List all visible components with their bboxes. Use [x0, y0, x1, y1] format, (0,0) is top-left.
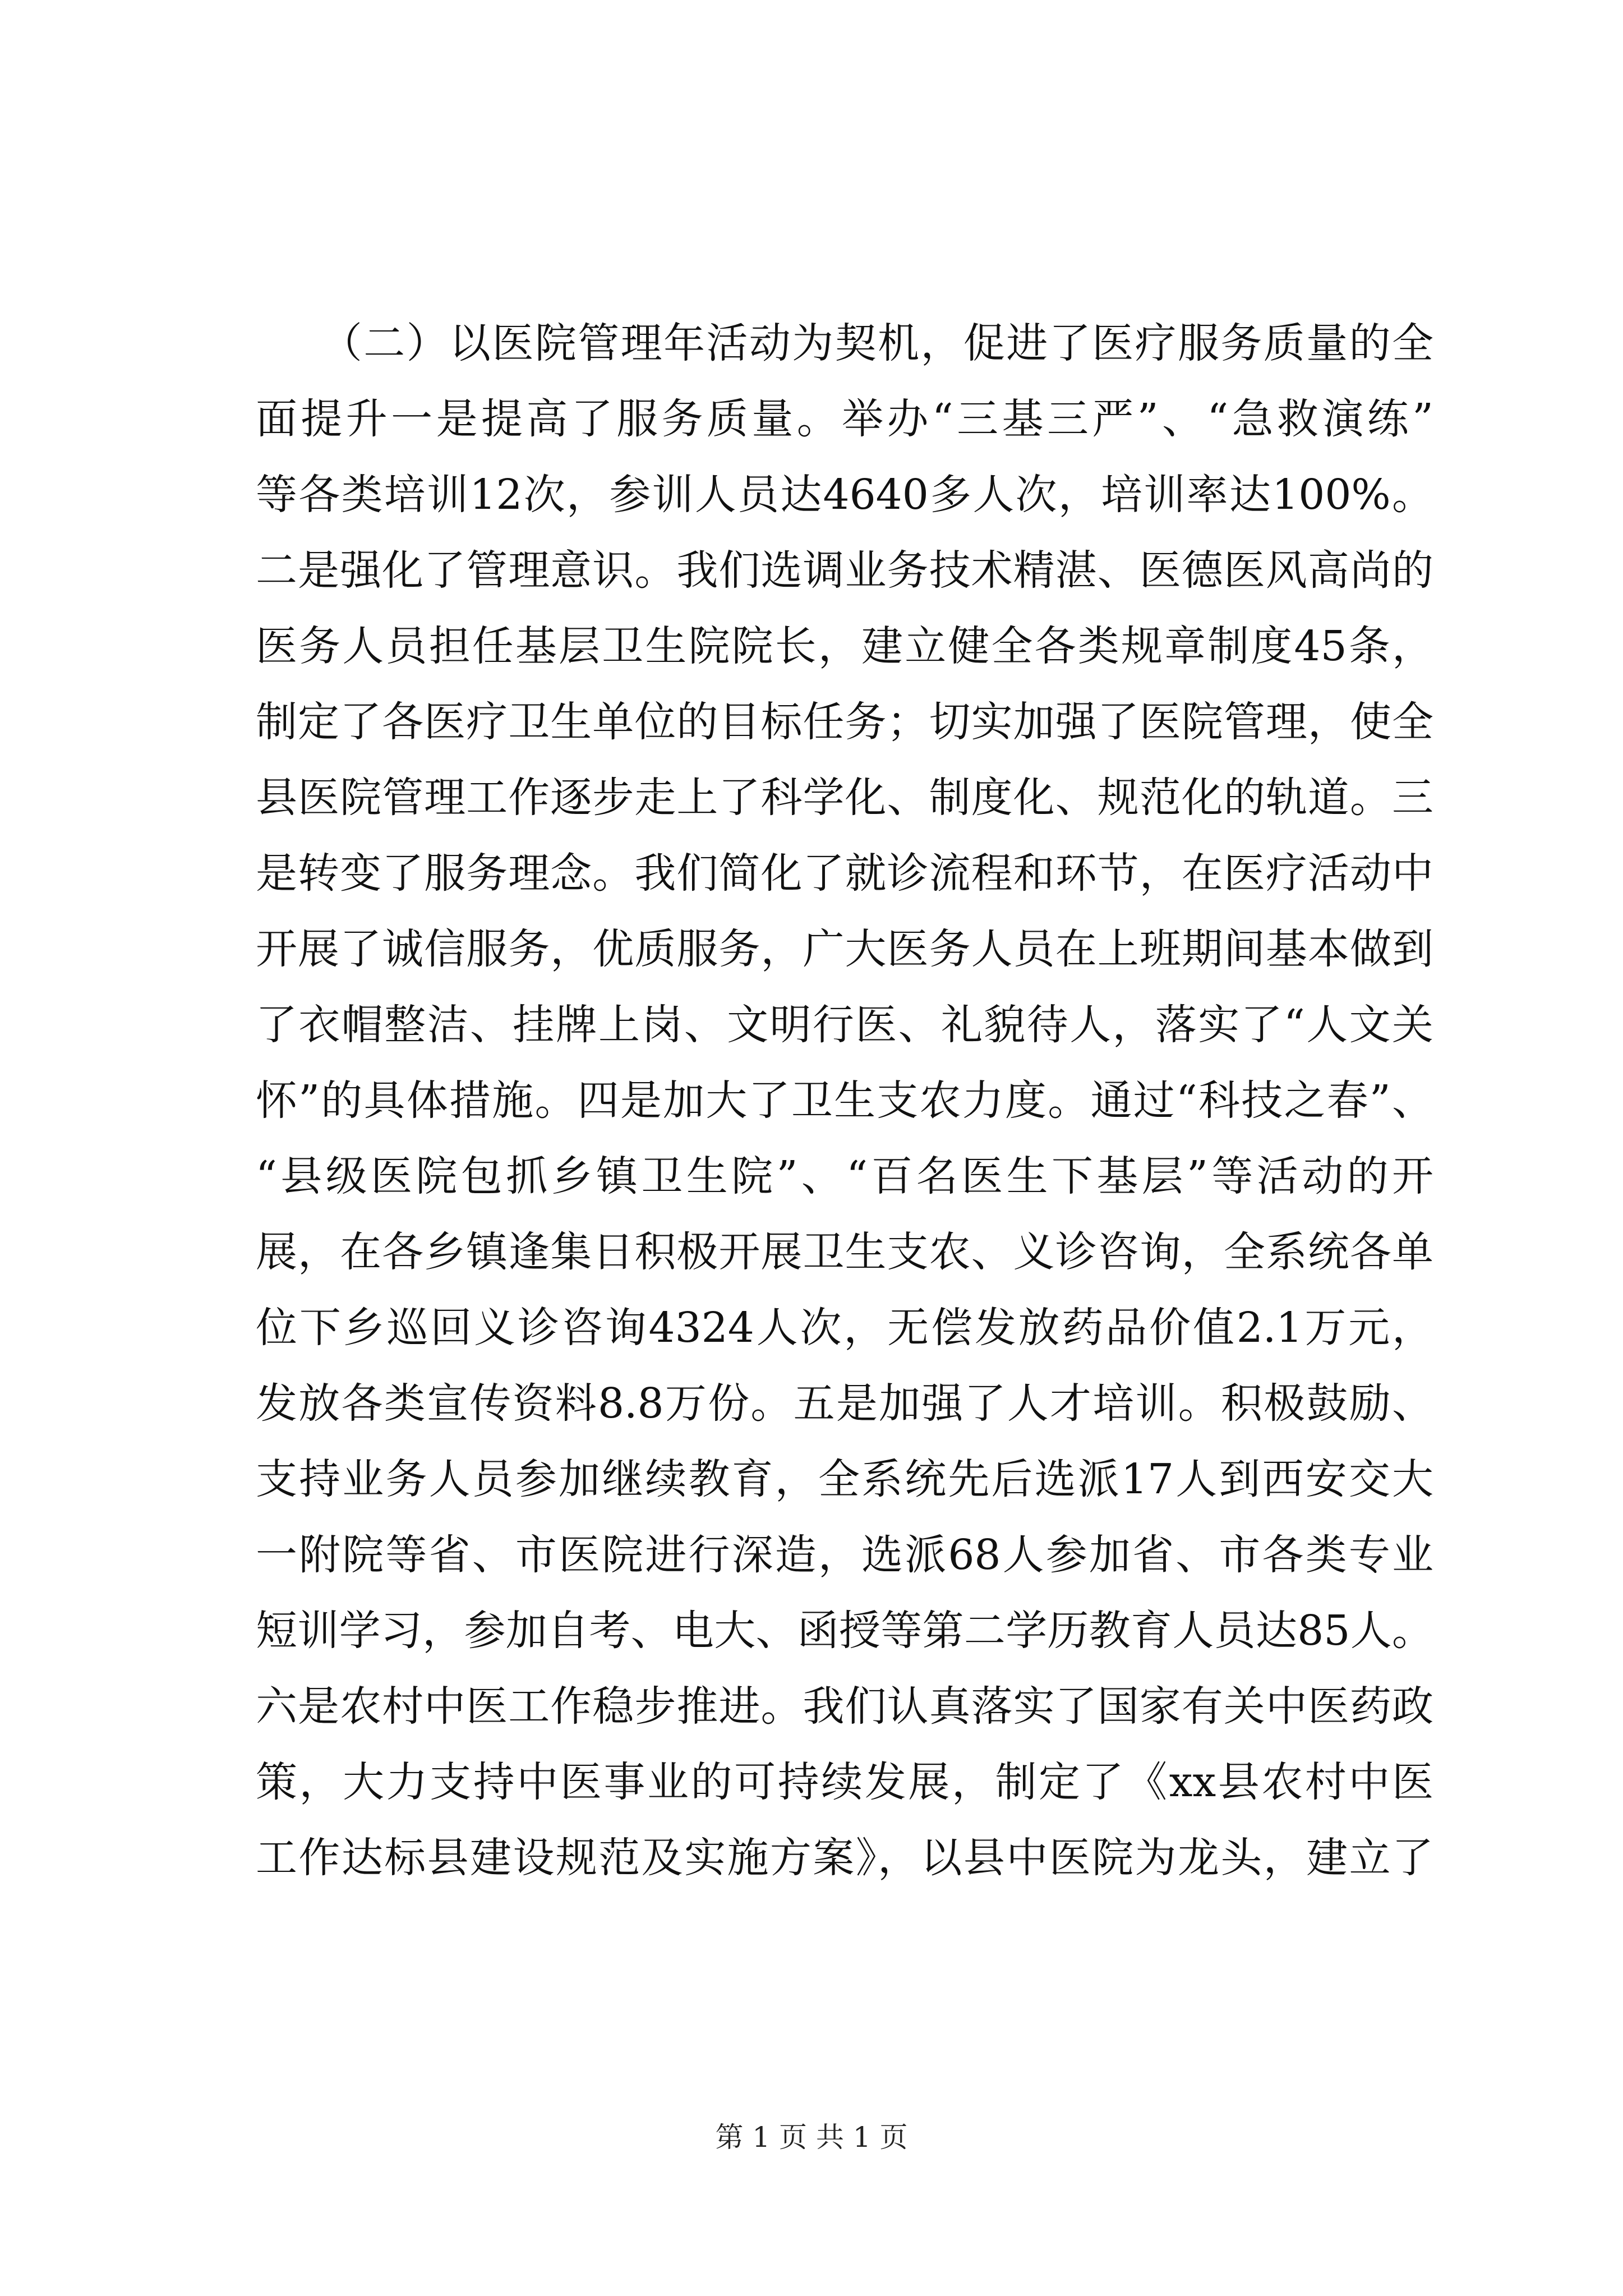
page-number-footer: 第 1 页 共 1 页 [715, 2121, 908, 2154]
text-line: 面提升一是提高了服务质量。举办“三基三严”、“急救演练” [256, 395, 1433, 443]
text-line: （二）以医院管理年活动为契机，促进了医疗服务质量的全 [256, 319, 1433, 367]
text-line: 开展了诚信服务，优质服务，广大医务人员在上班期间基本做到 [256, 925, 1433, 973]
text-line: 一附院等省、市医院进行深造，选派68人参加省、市各类专业 [256, 1531, 1433, 1579]
text-line: 了衣帽整洁、挂牌上岗、文明行医、礼貌待人，落实了“人文关 [256, 1001, 1433, 1049]
text-line: 等各类培训12次，参训人员达4640多人次，培训率达100%。 [256, 471, 1433, 519]
text-line: “县级医院包抓乡镇卫生院”、“百名医生下基层”等活动的开 [256, 1152, 1433, 1200]
text-line: 短训学习，参加自考、电大、函授等第二学历教育人员达85人。 [256, 1607, 1433, 1655]
text-line: 是转变了服务理念。我们简化了就诊流程和环节，在医疗活动中 [256, 849, 1433, 898]
text-line: 展，在各乡镇逢集日积极开展卫生支农、义诊咨询，全系统各单 [256, 1228, 1433, 1276]
body-paragraph [256, 306, 1433, 1896]
text-line: 工作达标县建设规范及实施方案》，以县中医院为龙头，建立了 [256, 1834, 1433, 1882]
text-line: 医务人员担任基层卫生院院长，建立健全各类规章制度45条， [256, 622, 1433, 670]
text-line: 制定了各医疗卫生单位的目标任务；切实加强了医院管理，使全 [256, 698, 1433, 746]
text-line: 策，大力支持中医事业的可持续发展，制定了《xx县农村中医 [256, 1758, 1433, 1806]
text-line: 怀”的具体措施。四是加大了卫生支农力度。通过“科技之春”、 [256, 1076, 1433, 1125]
text-line: 二是强化了管理意识。我们选调业务技术精湛、医德医风高尚的 [256, 546, 1433, 595]
text-line: 六是农村中医工作稳步推进。我们认真落实了国家有关中医药政 [256, 1682, 1433, 1731]
text-line: 发放各类宣传资料8.8万份。五是加强了人才培训。积极鼓励、 [256, 1379, 1433, 1428]
text-line: 县医院管理工作逐步走上了科学化、制度化、规范化的轨道。三 [256, 774, 1433, 822]
text-line: 位下乡巡回义诊咨询4324人次，无偿发放药品价值2.1万元， [256, 1304, 1433, 1352]
text-line: 支持业务人员参加继续教育，全系统先后选派17人到西安交大 [256, 1455, 1433, 1503]
